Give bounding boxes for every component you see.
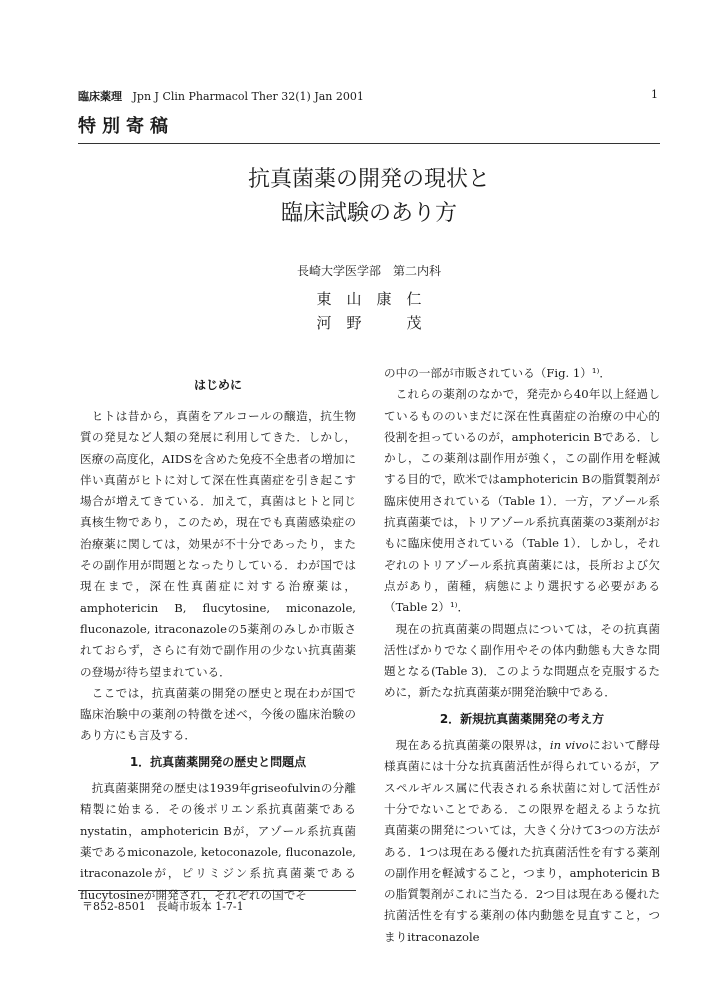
title-line-1: 抗真菌薬の開発の現状と — [247, 167, 490, 192]
right-paragraph-3: 現在の抗真菌薬の問題点については，その抗真菌活性ばかりでなく副作用やその体内動態も大きな問題となる(Table 3)．このような問題点を克服するために，新たな抗真菌薬が開発治験中である． — [384, 621, 660, 700]
intro-paragraph-2: ここでは，抗真菌薬の開発の歴史と現在わが国で臨床治験中の薬剤の特徴を述べ，今後の臨床治験のあり方にも言及する． — [80, 685, 356, 743]
article-title — [78, 163, 660, 231]
journal-name-en: Jpn J Clin Pharmacol Ther 32(1) Jan 2001 — [132, 90, 364, 103]
intro-heading: はじめに — [193, 378, 242, 393]
page-number: 1 — [651, 88, 658, 101]
section-1-heading: 1．抗真菌薬開発の歴史と問題点 — [129, 754, 307, 769]
section-1-paragraph-1: 抗真菌薬開発の歴史は1939年griseofulvinの分離精製に始まる．その後ポリエン系抗真菌薬であるnystatin，amphotericin Bが，アゾール系抗真菌薬であるmiconazole, ketoconazole, fluconazole, itraconazoleが，ピリミジン系抗真菌薬であるflucytosineが開発され，それぞれの国でそ — [80, 781, 356, 902]
header-divider — [78, 143, 660, 144]
footnote-divider — [78, 890, 356, 891]
author-affiliation: 長崎大学医学部 第二内科 — [296, 264, 441, 278]
author-list — [78, 287, 660, 335]
right-paragraph-2: これらの薬剤のなかで，発売から40年以上経過しているもののいまだに深在性真菌症の治療の中心的役割を担っているのが，amphotericin Bである．しかし，この薬剤は副作用が強く，この副作用を軽減する目的で，欧米ではamphotericin Bの脂質製剤が臨床使用されている（Table 1）．一方，アゾール系抗真菌薬では，トリアゾール系抗真菌薬の3薬剤がおもに臨床使用されている（Table 1）．しかし，それぞれのトリアゾール系抗真菌薬には，長所および欠点があり，菌種，病態により選択する必要がある（Table 2）¹⁾． — [384, 387, 660, 615]
address-footnote: 〒852-8501 長崎市坂本 1-7-1 — [82, 900, 244, 913]
section-label: 特別寄稿 — [78, 116, 174, 137]
in-vivo-term: in vivo — [549, 738, 589, 753]
author-2: 河 野 茂 — [316, 314, 422, 332]
continued-paragraph: の中の一部が市販されている（Fig. 1）¹⁾． — [384, 366, 611, 380]
paragraph-4-start: 現在ある抗真菌薬の限界は， — [395, 738, 550, 753]
right-paragraph-4 — [384, 735, 660, 948]
journal-citation — [78, 88, 364, 104]
paragraph-4-rest: において酵母様真菌には十分な抗真菌活性が得られているが，アスペルギルス属に代表される糸状菌に対して活性が十分でないことである．この限界を超えるような抗真菌薬の開発については，大きく分けて3つの方法がある．1つは現在ある優れた抗真菌活性を有する薬剤の副作用を軽減すること，つまり，amphotericin Bの脂質製剤がこれに当たる．2つ目は現在ある優れた抗菌活性を有する薬剤の体内動態を見直すこと，つまりitraconazole — [384, 738, 660, 944]
section-2-heading: 2．新規抗真菌薬開発の考え方 — [439, 711, 605, 726]
right-column — [384, 363, 660, 948]
title-line-2: 臨床試験のあり方 — [280, 201, 457, 226]
left-column — [80, 366, 356, 906]
author-1: 東 山 康 仁 — [316, 290, 422, 308]
intro-paragraph-1: ヒトは昔から，真菌をアルコールの醸造，抗生物質の発見など人類の発展に利用してきた．しかし，医療の高度化，AIDSを含めた免疫不全患者の増加に伴い真菌がヒトに対して深在性真菌症を引き起こす場合が増えてきている．加えて，真菌はヒトと同じ真核生物であり，このため，現在でも真菌感染症の治療薬に関しては，効果が不十分であったり，またその副作用が問題となったりしている．わが国では現在まで，深在性真菌症に対する治療薬は，amphotericin B, flucytosine, miconazole, fluconazole, itraconazoleの5薬剤のみしか市販されておらず，さらに有効で副作用の少ない抗真菌薬の登場が待ち望まれている． — [80, 409, 356, 679]
journal-name-jp: 臨床薬理 — [78, 90, 122, 103]
